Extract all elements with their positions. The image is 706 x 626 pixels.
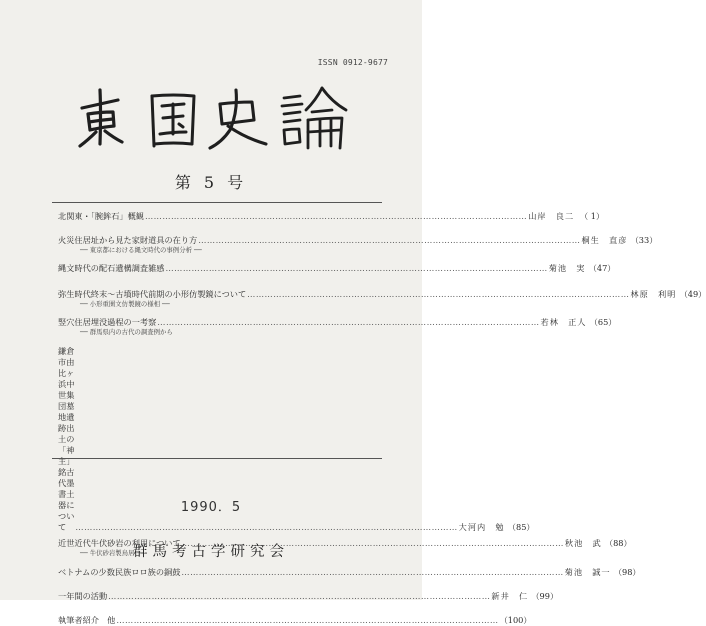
journal-title-calligraphy (70, 82, 350, 156)
toc-bottom-rule (52, 458, 382, 459)
toc-title: 北関東・「腕鉾石」概観 (58, 211, 144, 221)
toc-entry[interactable] (58, 567, 641, 578)
toc-author: 大河内 勉 (458, 522, 505, 532)
toc-page: （33） (630, 235, 658, 245)
leader-dots (181, 567, 563, 578)
toc-entry[interactable] (58, 263, 616, 274)
toc-title: ベトナムの少数民族ロロ族の銅鼓 (58, 567, 181, 577)
leader-dots (108, 591, 490, 602)
toc-page: （98） (613, 567, 641, 577)
publisher-name: 群馬考古学研究会 (133, 544, 289, 560)
toc-entry[interactable] (58, 317, 617, 337)
toc-title: 火災住居址から見た家財道具の在り方 (58, 235, 198, 245)
toc-entry[interactable] (58, 235, 658, 255)
toc-title: 鎌倉市由比ヶ浜中世集団墓地遺跡出土の 「神主」銘古代墨書土器について (58, 346, 75, 532)
leader-dots (198, 235, 580, 246)
journal-title-logo (70, 82, 350, 156)
toc-page: （49） (679, 289, 706, 299)
toc-author: 若林 正人 (540, 317, 587, 327)
toc-page: （100） (499, 615, 532, 625)
leader-dots (145, 211, 527, 222)
toc-title: 執筆者紹介 他 (58, 615, 116, 625)
toc-entry[interactable] (58, 615, 532, 626)
toc-page: （47） (588, 263, 616, 273)
leader-dots (116, 615, 498, 626)
toc-page: （85） (507, 522, 535, 532)
toc-page: （ 1） (579, 211, 605, 221)
leader-dots (247, 289, 629, 300)
toc-entry[interactable] (58, 289, 706, 309)
toc-title: 一年間の活動 (58, 591, 108, 601)
issn-number: ISSN 0912-9677 (317, 58, 388, 67)
toc-title: 縄文時代の配石遺構調査雑感 (58, 263, 165, 273)
leader-dots (157, 317, 539, 328)
toc-subtitle: ── 群馬県内の古代の調査例から (80, 328, 173, 336)
toc-author: 秋池 武 (564, 538, 602, 548)
toc-entry[interactable] (58, 591, 559, 602)
toc-page: （99） (531, 591, 559, 601)
toc-author: 新井 仁 (491, 591, 529, 601)
publication-date: 1990．5 (180, 500, 242, 515)
toc-title: 竪穴住居埋没過程の一考察 (58, 317, 157, 327)
toc-subtitle: ── 東京都における縄文時代の事例分析 ── (80, 246, 202, 254)
toc-title: 弥生時代終末～古墳時代前期の小形仿製鏡について (58, 289, 247, 299)
toc-subtitle: ── 小形重圏文仿製鏡の様相 ── (80, 300, 170, 308)
toc-page: （65） (589, 317, 617, 327)
toc-author: 山岸 良二 (528, 211, 575, 221)
leader-dots (165, 263, 547, 274)
toc-author: 桐生 直彦 (581, 235, 628, 245)
toc-author: 菊池 実 (548, 263, 586, 273)
toc-title: 近世近代牛伏砂岩の利用について (58, 538, 181, 548)
toc-author: 菊池 誠一 (564, 567, 611, 577)
leader-dots (75, 522, 457, 533)
toc-top-rule (52, 202, 382, 203)
toc-subtitle: ── 牛伏砂岩製鳥居 ── (80, 549, 145, 557)
table-of-contents (58, 211, 706, 626)
toc-author: 林原 利明 (630, 289, 677, 299)
toc-page: （88） (604, 538, 632, 548)
issue-number: 第 5 号 (174, 173, 248, 192)
toc-entry[interactable] (58, 211, 605, 222)
